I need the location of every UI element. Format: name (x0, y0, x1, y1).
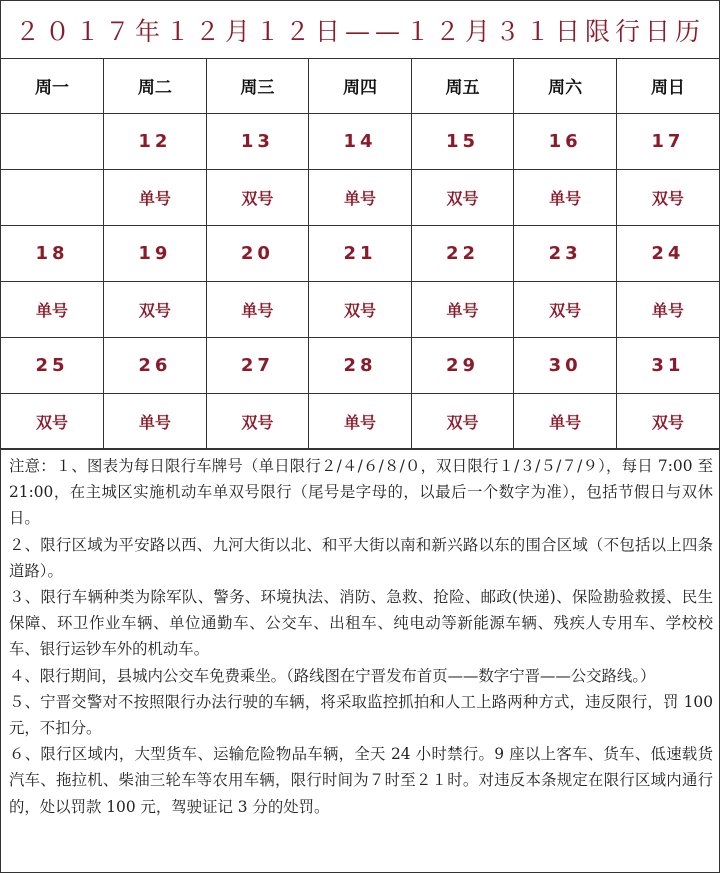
week2-plate-row (1, 282, 719, 338)
notes-section (1, 448, 719, 872)
plate-cell: 双号 (206, 394, 309, 450)
note-1: 注意：１、图表为每日限行车牌号（单日限行２/４/６/８/０，双日限行１/３/５/７/９），每日 7:00 至 21:00，在主城区实施机动车单双号限行（尾号是字母的，以最后一个数字为准），包括节假日与双休日。 (9, 457, 713, 528)
weekday-monday: 周一 (1, 58, 104, 114)
date-cell: 27 (206, 338, 309, 394)
plate-cell: 单号 (309, 170, 412, 226)
weekday-saturday: 周六 (514, 58, 617, 114)
date-cell: 23 (514, 226, 617, 282)
week2-date-row (1, 226, 719, 282)
plate-cell: 单号 (616, 282, 719, 338)
week3-date-row (1, 338, 719, 394)
date-cell: 29 (411, 338, 514, 394)
plate-cell: 双号 (616, 170, 719, 226)
date-cell: 15 (411, 114, 514, 170)
weekday-sunday: 周日 (616, 58, 719, 114)
date-cell: 31 (616, 338, 719, 394)
date-cell: 22 (411, 226, 514, 282)
note-2: ２、限行区域为平安路以西、九河大街以北、和平大街以南和新兴路以东的围合区域（不包括以上四条道路）。 (9, 535, 713, 580)
note-6: ６、限行区域内，大型货车、运输危险物品车辆，全天 24 小时禁行。9 座以上客车、货车、低速载货汽车、拖拉机、柴油三轮车等农用车辆，限行时间为７时至２１时。对违反本条规定在限行区域内通行的，处以罚款 100 元，驾驶证记 3 分的处罚。 (9, 745, 713, 816)
note-3: ３、限行车辆种类为除军队、警务、环境执法、消防、急救、抢险、邮政(快递)、保险勘验救援、民生保障、环卫作业车辆、单位通勤车、公交车、出租车、纯电动等新能源车辆、残疾人专用车、学校校车、银行运钞车外的机动车。 (9, 588, 713, 659)
plate-cell: 单号 (104, 394, 207, 450)
weekday-tuesday: 周二 (104, 58, 207, 114)
weekday-thursday: 周四 (309, 58, 412, 114)
week3-plate-row (1, 394, 719, 450)
plate-cell: 双号 (514, 282, 617, 338)
plate-cell: 单号 (206, 282, 309, 338)
date-cell: 14 (309, 114, 412, 170)
date-cell: 17 (616, 114, 719, 170)
weekday-header-row (1, 58, 719, 114)
date-cell (1, 114, 104, 170)
plate-cell: 双号 (411, 394, 514, 450)
weekday-wednesday: 周三 (206, 58, 309, 114)
plate-cell: 单号 (411, 282, 514, 338)
date-cell: 19 (104, 226, 207, 282)
calendar-title: ２０１７年１２月１２日——１２月３１日限行日历 (1, 1, 719, 59)
plate-cell: 单号 (104, 170, 207, 226)
note-5: ５、宁晋交警对不按照限行办法行驶的车辆，将采取监控抓拍和人工上路两种方式，违反限行，罚 100 元，不扣分。 (9, 692, 713, 738)
date-cell: 30 (514, 338, 617, 394)
weekday-friday: 周五 (411, 58, 514, 114)
plate-cell (1, 170, 104, 226)
plate-cell: 双号 (411, 170, 514, 226)
date-cell: 24 (616, 226, 719, 282)
date-cell: 28 (309, 338, 412, 394)
plate-cell: 单号 (514, 394, 617, 450)
plate-cell: 双号 (104, 282, 207, 338)
plate-cell: 单号 (1, 282, 104, 338)
plate-cell: 单号 (309, 394, 412, 450)
plate-cell: 双号 (309, 282, 412, 338)
plate-cell: 单号 (514, 170, 617, 226)
date-cell: 21 (309, 226, 412, 282)
note-4: ４、限行期间，县城内公交车免费乘坐。（路线图在宁晋发布首页——数字宁晋——公交路线。） (9, 666, 656, 685)
plate-cell: 双号 (616, 394, 719, 450)
date-cell: 13 (206, 114, 309, 170)
date-cell: 25 (1, 338, 104, 394)
week1-date-row (1, 114, 719, 170)
week1-plate-row (1, 170, 719, 226)
date-cell: 12 (104, 114, 207, 170)
plate-cell: 双号 (206, 170, 309, 226)
date-cell: 16 (514, 114, 617, 170)
date-cell: 26 (104, 338, 207, 394)
plate-cell: 双号 (1, 394, 104, 450)
calendar-table (1, 58, 719, 450)
date-cell: 18 (1, 226, 104, 282)
date-cell: 20 (206, 226, 309, 282)
